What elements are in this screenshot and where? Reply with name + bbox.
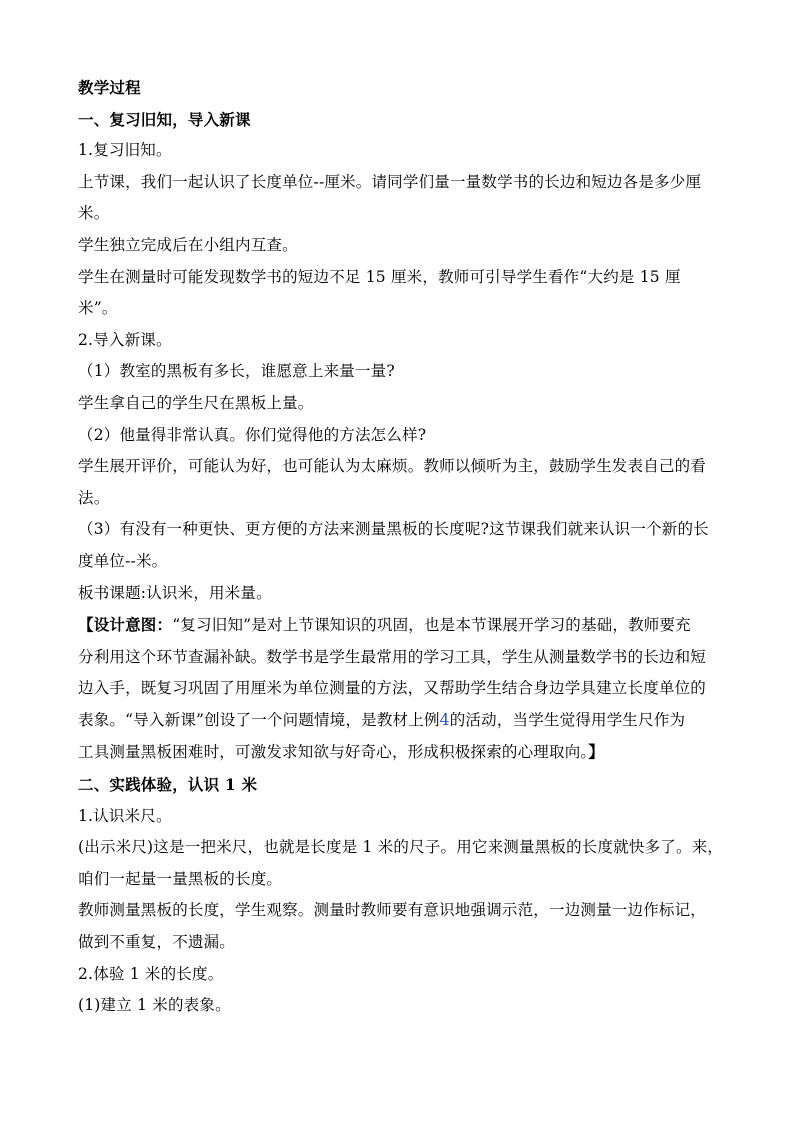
design-intent-line xyxy=(78,736,718,769)
paragraph-line: 学生独立完成后在小组内互查。 xyxy=(78,235,298,254)
example-number: 4 xyxy=(439,710,450,729)
paragraph-line: 学生展开评价，可能认为好，也可能认为太麻烦。教师以倾听为主，鼓励学生发表自己的看 xyxy=(78,457,707,476)
item2-heading: 2.导入新课。 xyxy=(78,330,172,349)
section2-heading: 二、实践体验，认识 1 米 xyxy=(78,775,258,795)
document-page xyxy=(78,72,724,1022)
paragraph-line: 上节课，我们一起认识了长度单位--厘米。请同学们量一量数学书的长边和短边各是多少厘 xyxy=(78,172,702,191)
paragraph-line: 米。 xyxy=(78,204,110,223)
question-line: （1）教室的黑板有多长，谁愿意上来量一量? xyxy=(78,362,395,381)
design-intent-line xyxy=(78,705,718,737)
paragraph-line: 咱们一起量一量黑板的长度。 xyxy=(78,869,283,888)
paragraph-line: 板书课题:认识米，用米量。 xyxy=(78,583,272,602)
paragraph-line: (1)建立 1 米的表象。 xyxy=(78,996,231,1015)
design-intent-line: 边入手，既复习巩固了用厘米为单位测量的方法，又帮助学生结合身边学具建立长度单位的 xyxy=(78,679,707,698)
design-intent-text: 工具测量黑板困难时，可激发求知欲与好奇心，形成积极探索的心理取向。 xyxy=(78,743,589,762)
design-intent-label: 设计意图： xyxy=(93,615,173,635)
paragraph-line: 做到不重复，不遗漏。 xyxy=(78,933,236,952)
paragraph-line: 法。 xyxy=(78,488,110,507)
paragraph-line: 学生拿自己的学生尺在黑板上量。 xyxy=(78,393,314,412)
design-intent-text: “复习旧知”是对上节课知识的巩固，也是本节课展开学习的基础，教师要充 xyxy=(172,616,691,635)
paragraph-line: (出示米尺)这是一把米尺，也就是长度是 1 米的尺子。用它来测量黑板的长度就快多了。来， xyxy=(78,838,724,857)
paragraph-line: 教师测量黑板的长度，学生观察。测量时教师要有意识地强调示范，一边测量一边作标记， xyxy=(78,901,707,920)
question-line: （2）他量得非常认真。你们觉得他的方法怎么样? xyxy=(78,425,427,444)
paragraph-line: 学生在测量时可能发现数学书的短边不足 15 厘米，教师可引导学生看作“大约是 15 厘 xyxy=(78,267,681,286)
design-intent-line xyxy=(78,609,718,642)
paragraph-line: 米”。 xyxy=(78,299,118,318)
item3-heading: 1.认识米尺。 xyxy=(78,806,172,825)
doc-title: 教学过程 xyxy=(78,78,141,97)
question-line: （3）有没有一种更快、更方便的方法来测量黑板的长度呢?这节课我们就来认识一个新的长 xyxy=(78,520,709,539)
design-intent-text: 表象。“导入新课”创设了一个问题情境，是教材上例 xyxy=(78,710,440,729)
item1-heading: 1.复习旧知。 xyxy=(78,141,172,160)
item4-heading: 2.体验 1 米的长度。 xyxy=(78,964,224,983)
design-intent-text: 的活动，当学生觉得用学生尺作为 xyxy=(449,710,686,729)
design-intent-line: 分利用这个环节查漏补缺。数学书是学生最常用的学习工具，学生从测量数学书的长边和短 xyxy=(78,647,707,666)
section1-heading: 一、复习旧知，导入新课 xyxy=(78,109,251,129)
design-close-bracket: 】 xyxy=(588,742,605,762)
question-line: 度单位--米。 xyxy=(78,551,168,570)
design-open-bracket: 【 xyxy=(78,615,94,635)
